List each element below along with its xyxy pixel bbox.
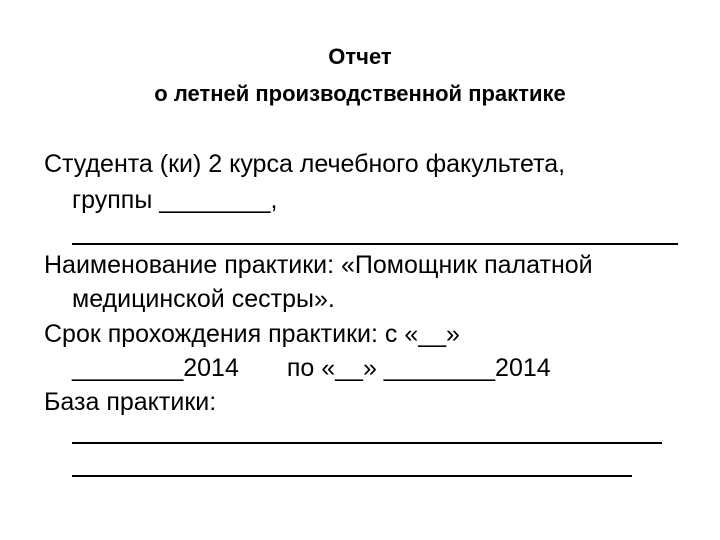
group-line: группы ________,: [72, 186, 278, 214]
blank-line-base-2: [72, 475, 632, 477]
student-line: Студента (ки) 2 курса лечебного факультета,: [44, 150, 566, 178]
period-line-1: Срок прохождения практики: с «__»: [44, 320, 460, 348]
practice-name-line-2: медицинской сестры».: [72, 285, 335, 313]
blank-line-base-1: [72, 442, 662, 444]
base-label: База практики:: [44, 388, 217, 416]
title-line-1: Отчет: [328, 44, 392, 69]
period-line-2: [72, 356, 551, 381]
period-to: по «__» ________2014: [286, 354, 551, 382]
practice-name-line-1: Наименование практики: «Помощник палатной: [44, 251, 593, 279]
title-line-2: о летней производственной практике: [154, 81, 566, 106]
period-from: ________2014: [72, 354, 239, 382]
blank-line-group: [72, 243, 678, 245]
